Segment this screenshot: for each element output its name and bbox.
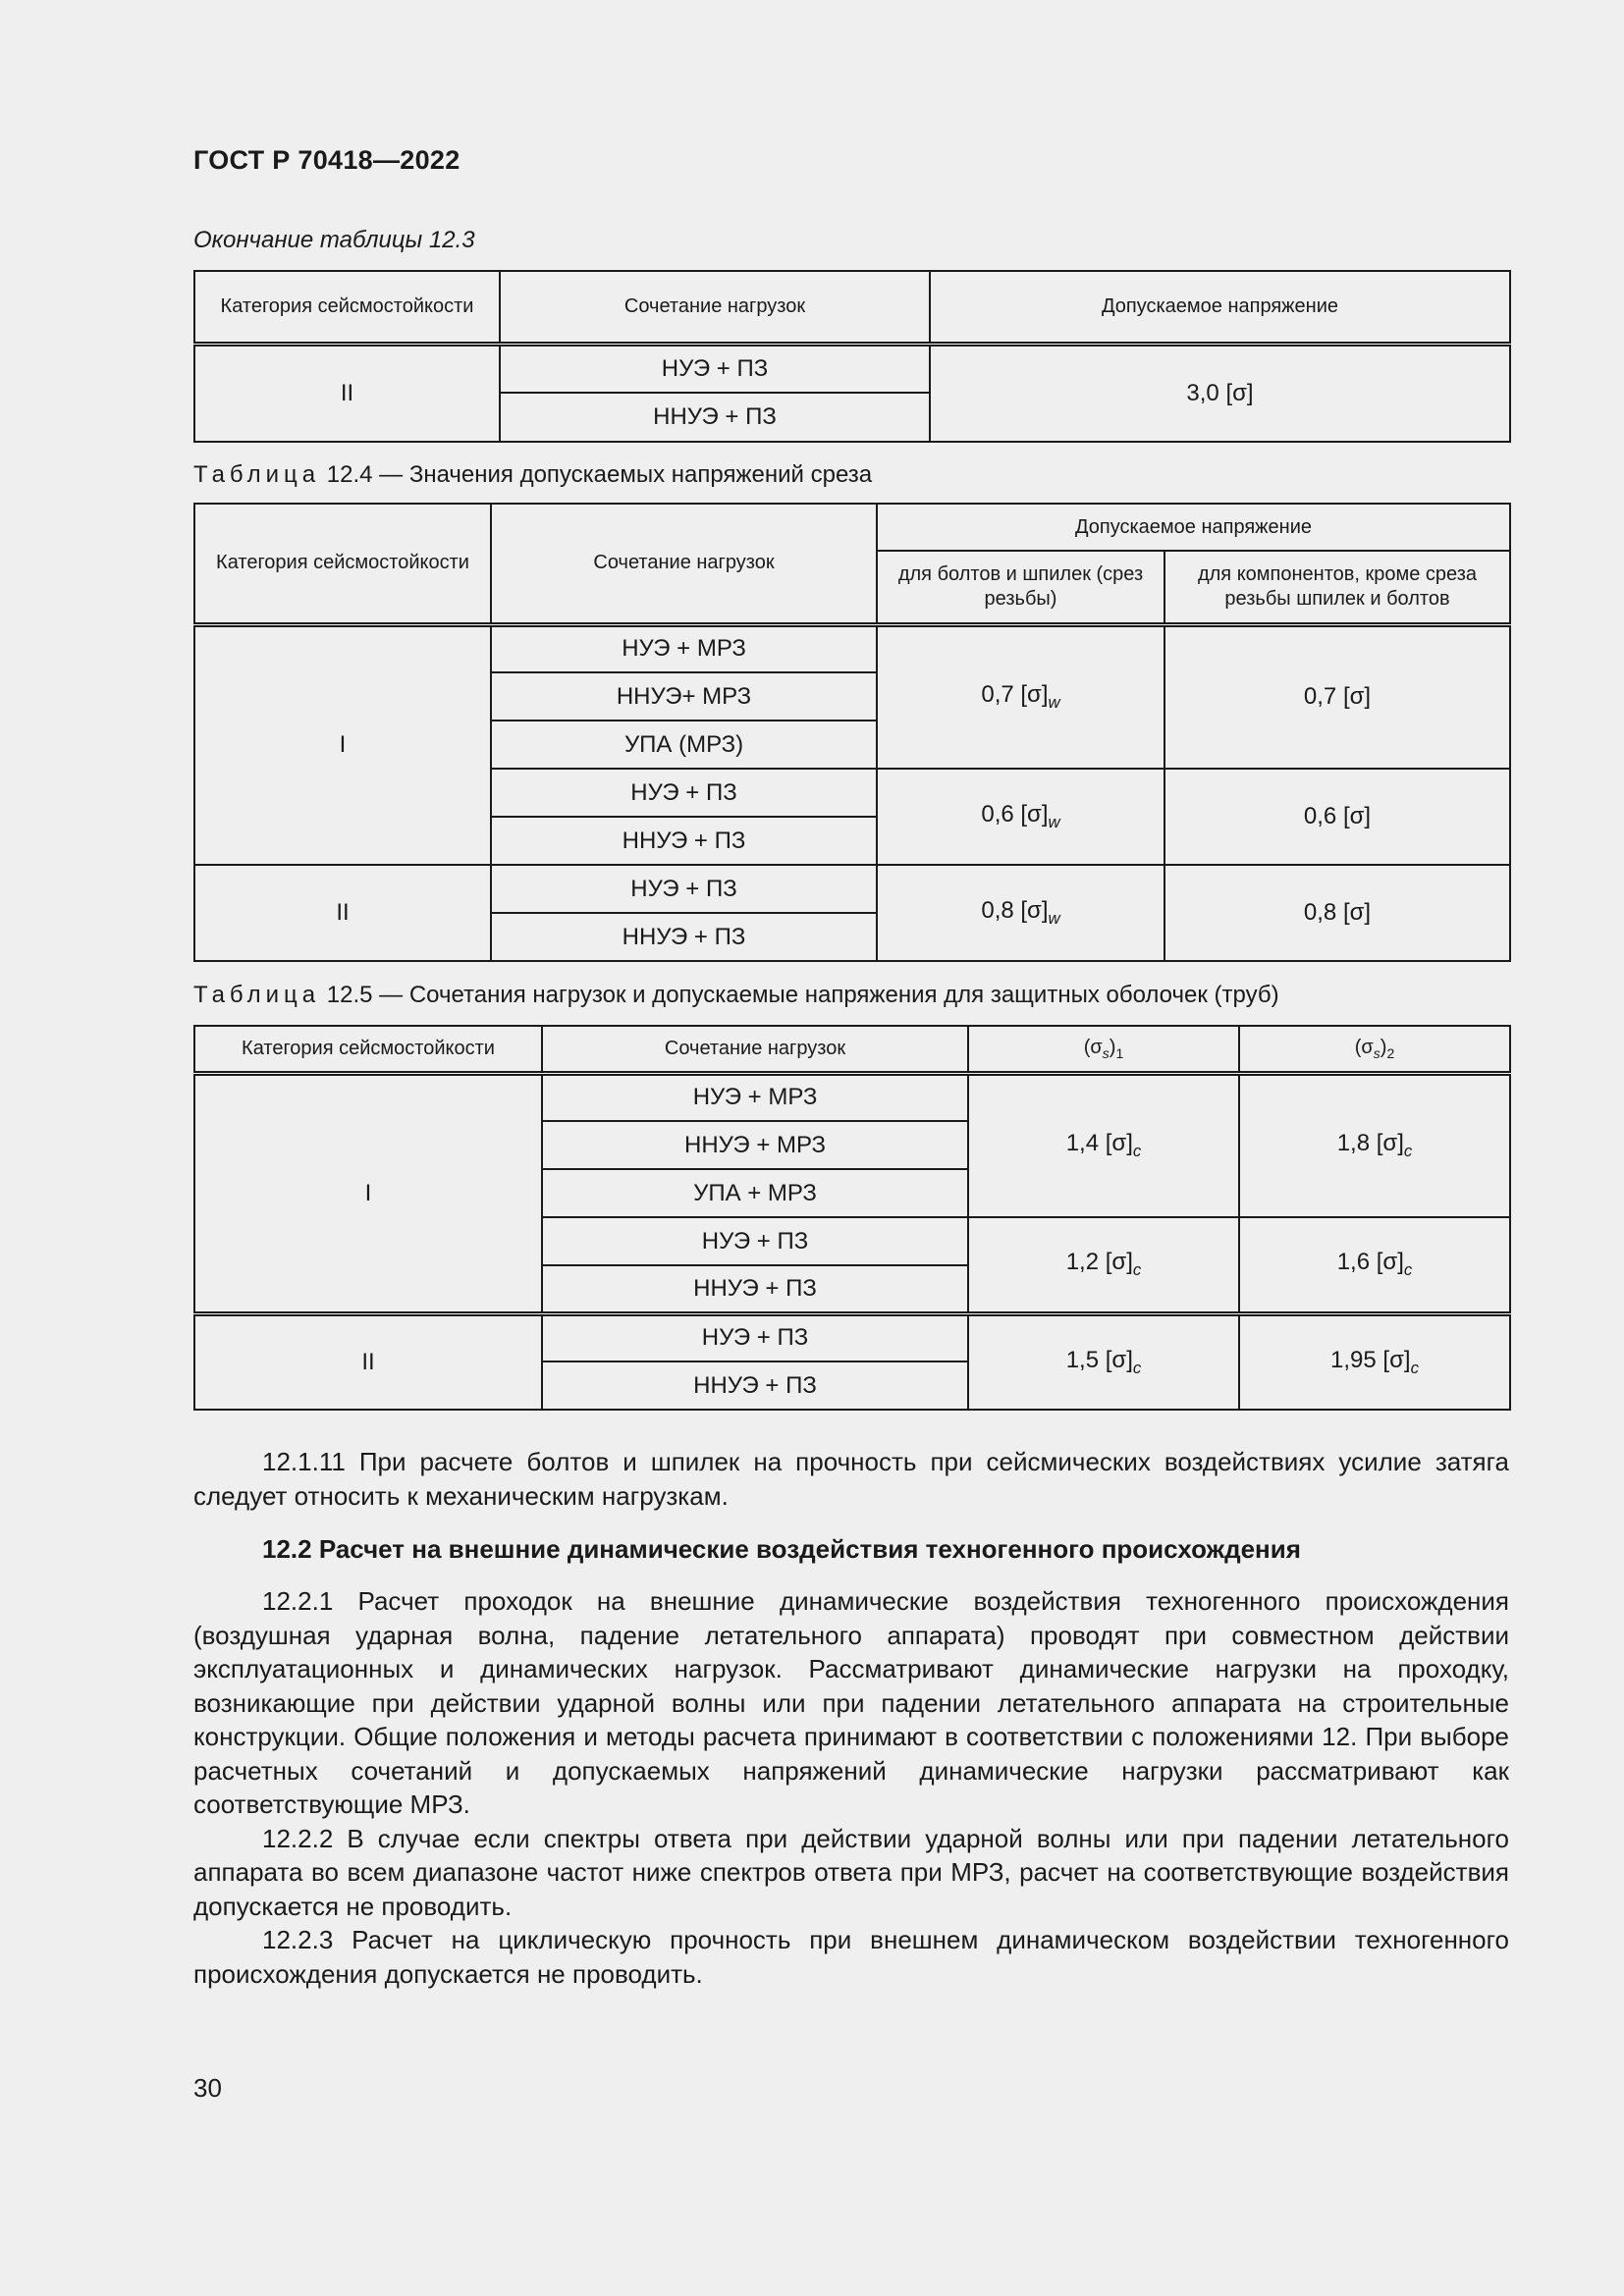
header-stress: Допускаемое напряжение xyxy=(930,271,1510,344)
load-cell: НУЭ + МРЗ xyxy=(542,1073,968,1121)
category-cell: I xyxy=(194,1073,542,1313)
load-cell: НУЭ + ПЗ xyxy=(542,1217,968,1265)
category-cell: II xyxy=(194,865,491,961)
sigma2-cell: 1,8 $[\sigma]_c$ xyxy=(1239,1073,1510,1217)
table-12-3 xyxy=(193,270,1511,443)
components-stress-cell: 0,7 [σ] xyxy=(1164,624,1510,769)
table-12-4-caption: Таблица 12.4 — Значения допускаемых напряжений среза xyxy=(193,461,873,488)
header-loads: Сочетание нагрузок xyxy=(542,1026,968,1073)
load-cell: УПА + МРЗ xyxy=(542,1169,968,1217)
header-loads: Сочетание нагрузок xyxy=(491,504,877,624)
load-cell: НУЭ + ПЗ xyxy=(491,865,877,913)
sigma1-cell: 1,5 $[\sigma]_c$ xyxy=(968,1313,1239,1410)
load-cell: УПА (МРЗ) xyxy=(491,721,877,769)
header-bolts: для болтов и шпилек (срез резьбы) xyxy=(877,551,1164,624)
table-12-5 xyxy=(193,1025,1511,1411)
header-loads: Сочетание нагрузок xyxy=(500,271,930,344)
header-sigma-s1: $(\sigma_s)_1$ xyxy=(968,1026,1239,1073)
bolts-stress-cell: 0,8 $[\sigma]_w$ xyxy=(877,865,1164,961)
load-cell: ННУЭ + ПЗ xyxy=(500,393,930,442)
header-category: Категория сейсмостойкости xyxy=(194,1026,542,1073)
bolts-stress-cell: 0,6 $[\sigma]_w$ xyxy=(877,769,1164,865)
bolts-stress-cell: 0,7 $[\sigma]_w$ xyxy=(877,624,1164,769)
load-cell: НУЭ + ПЗ xyxy=(491,769,877,817)
load-cell: ННУЭ + ПЗ xyxy=(542,1362,968,1410)
paragraph-12-2-2: 12.2.2 В случае если спектры ответа при действии ударной волны или при падении летательного аппарата во всем диапазоне частот ниже спектров ответа при МРЗ, расчет на соответствующие воздействия допускается не проводить. xyxy=(193,1823,1509,1921)
components-stress-cell: 0,8 [σ] xyxy=(1164,865,1510,961)
sigma1-cell: 1,2 $[\sigma]_c$ xyxy=(968,1217,1239,1313)
section-12-2-body xyxy=(193,1584,1509,1991)
components-stress-cell: 0,6 [σ] xyxy=(1164,769,1510,865)
document-header: ГОСТ Р 70418—2022 xyxy=(193,145,460,175)
sigma2-cell: 1,6 $[\sigma]_c$ xyxy=(1239,1217,1510,1313)
load-cell: ННУЭ+ МРЗ xyxy=(491,672,877,721)
category-cell: II xyxy=(194,344,500,442)
load-cell: ННУЭ + ПЗ xyxy=(542,1265,968,1313)
paragraph-12-1-11: 12.1.11 При расчете болтов и шпилек на прочность при сейсмических воздействиях усилие затяга следует относить к механическим нагрузкам. xyxy=(193,1447,1509,1511)
load-cell: ННУЭ + ПЗ xyxy=(491,913,877,961)
header-category: Категория сейсмостойкости xyxy=(194,504,491,624)
header-stress: Допускаемое напряжение xyxy=(877,504,1510,551)
category-cell: II xyxy=(194,1313,542,1410)
page-number: 30 xyxy=(193,2073,222,2103)
table-12-5-caption: Таблица 12.5 — Сочетания нагрузок и допускаемые напряжения для защитных оболочек (труб) xyxy=(193,982,1279,1008)
header-sigma-s2: $(\sigma_s)_2$ xyxy=(1239,1026,1510,1073)
load-cell: ННУЭ + ПЗ xyxy=(491,817,877,865)
sigma1-cell: 1,4 $[\sigma]_c$ xyxy=(968,1073,1239,1217)
load-cell: ННУЭ + МРЗ xyxy=(542,1121,968,1169)
stress-cell: 3,0 [σ] xyxy=(930,344,1510,442)
paragraph-12-2-3: 12.2.3 Расчет на циклическую прочность при внешнем динамическом воздействии техногенного происхождения допускается не проводить. xyxy=(193,1925,1509,1989)
header-category: Категория сейсмостойкости xyxy=(194,271,500,344)
table-12-4 xyxy=(193,503,1511,962)
category-cell: I xyxy=(194,624,491,865)
header-components: для компонентов, кроме среза резьбы шпилек и болтов xyxy=(1164,551,1510,624)
section-title-12-2: 12.2 Расчет на внешние динамические воздействия техногенного происхождения xyxy=(262,1534,1301,1564)
load-cell: НУЭ + МРЗ xyxy=(491,624,877,672)
paragraph-12-1-11-block xyxy=(193,1445,1509,1513)
load-cell: НУЭ + ПЗ xyxy=(500,344,930,393)
load-cell: НУЭ + ПЗ xyxy=(542,1313,968,1362)
table-12-3-caption: Окончание таблицы 12.3 xyxy=(193,227,475,253)
sigma2-cell: 1,95 $[\sigma]_c$ xyxy=(1239,1313,1510,1410)
paragraph-12-2-1: 12.2.1 Расчет проходок на внешние динамические воздействия техногенного происхождения (воздушная ударная волна, падение летательного аппарата) проводят при совместном действии эксплуатационных и динамических нагрузок. Рассматривают динамические нагрузки на проходку, возникающие при действии ударной волны или при падении летательного аппарата на строительные конструкции. Общие положения и методы расчета принимают в соответствии с положениями 12. При выборе расчетных сочетаний и допускаемых напряжений динамические нагрузки рассматривают как соответствующие МРЗ. xyxy=(193,1586,1509,1819)
